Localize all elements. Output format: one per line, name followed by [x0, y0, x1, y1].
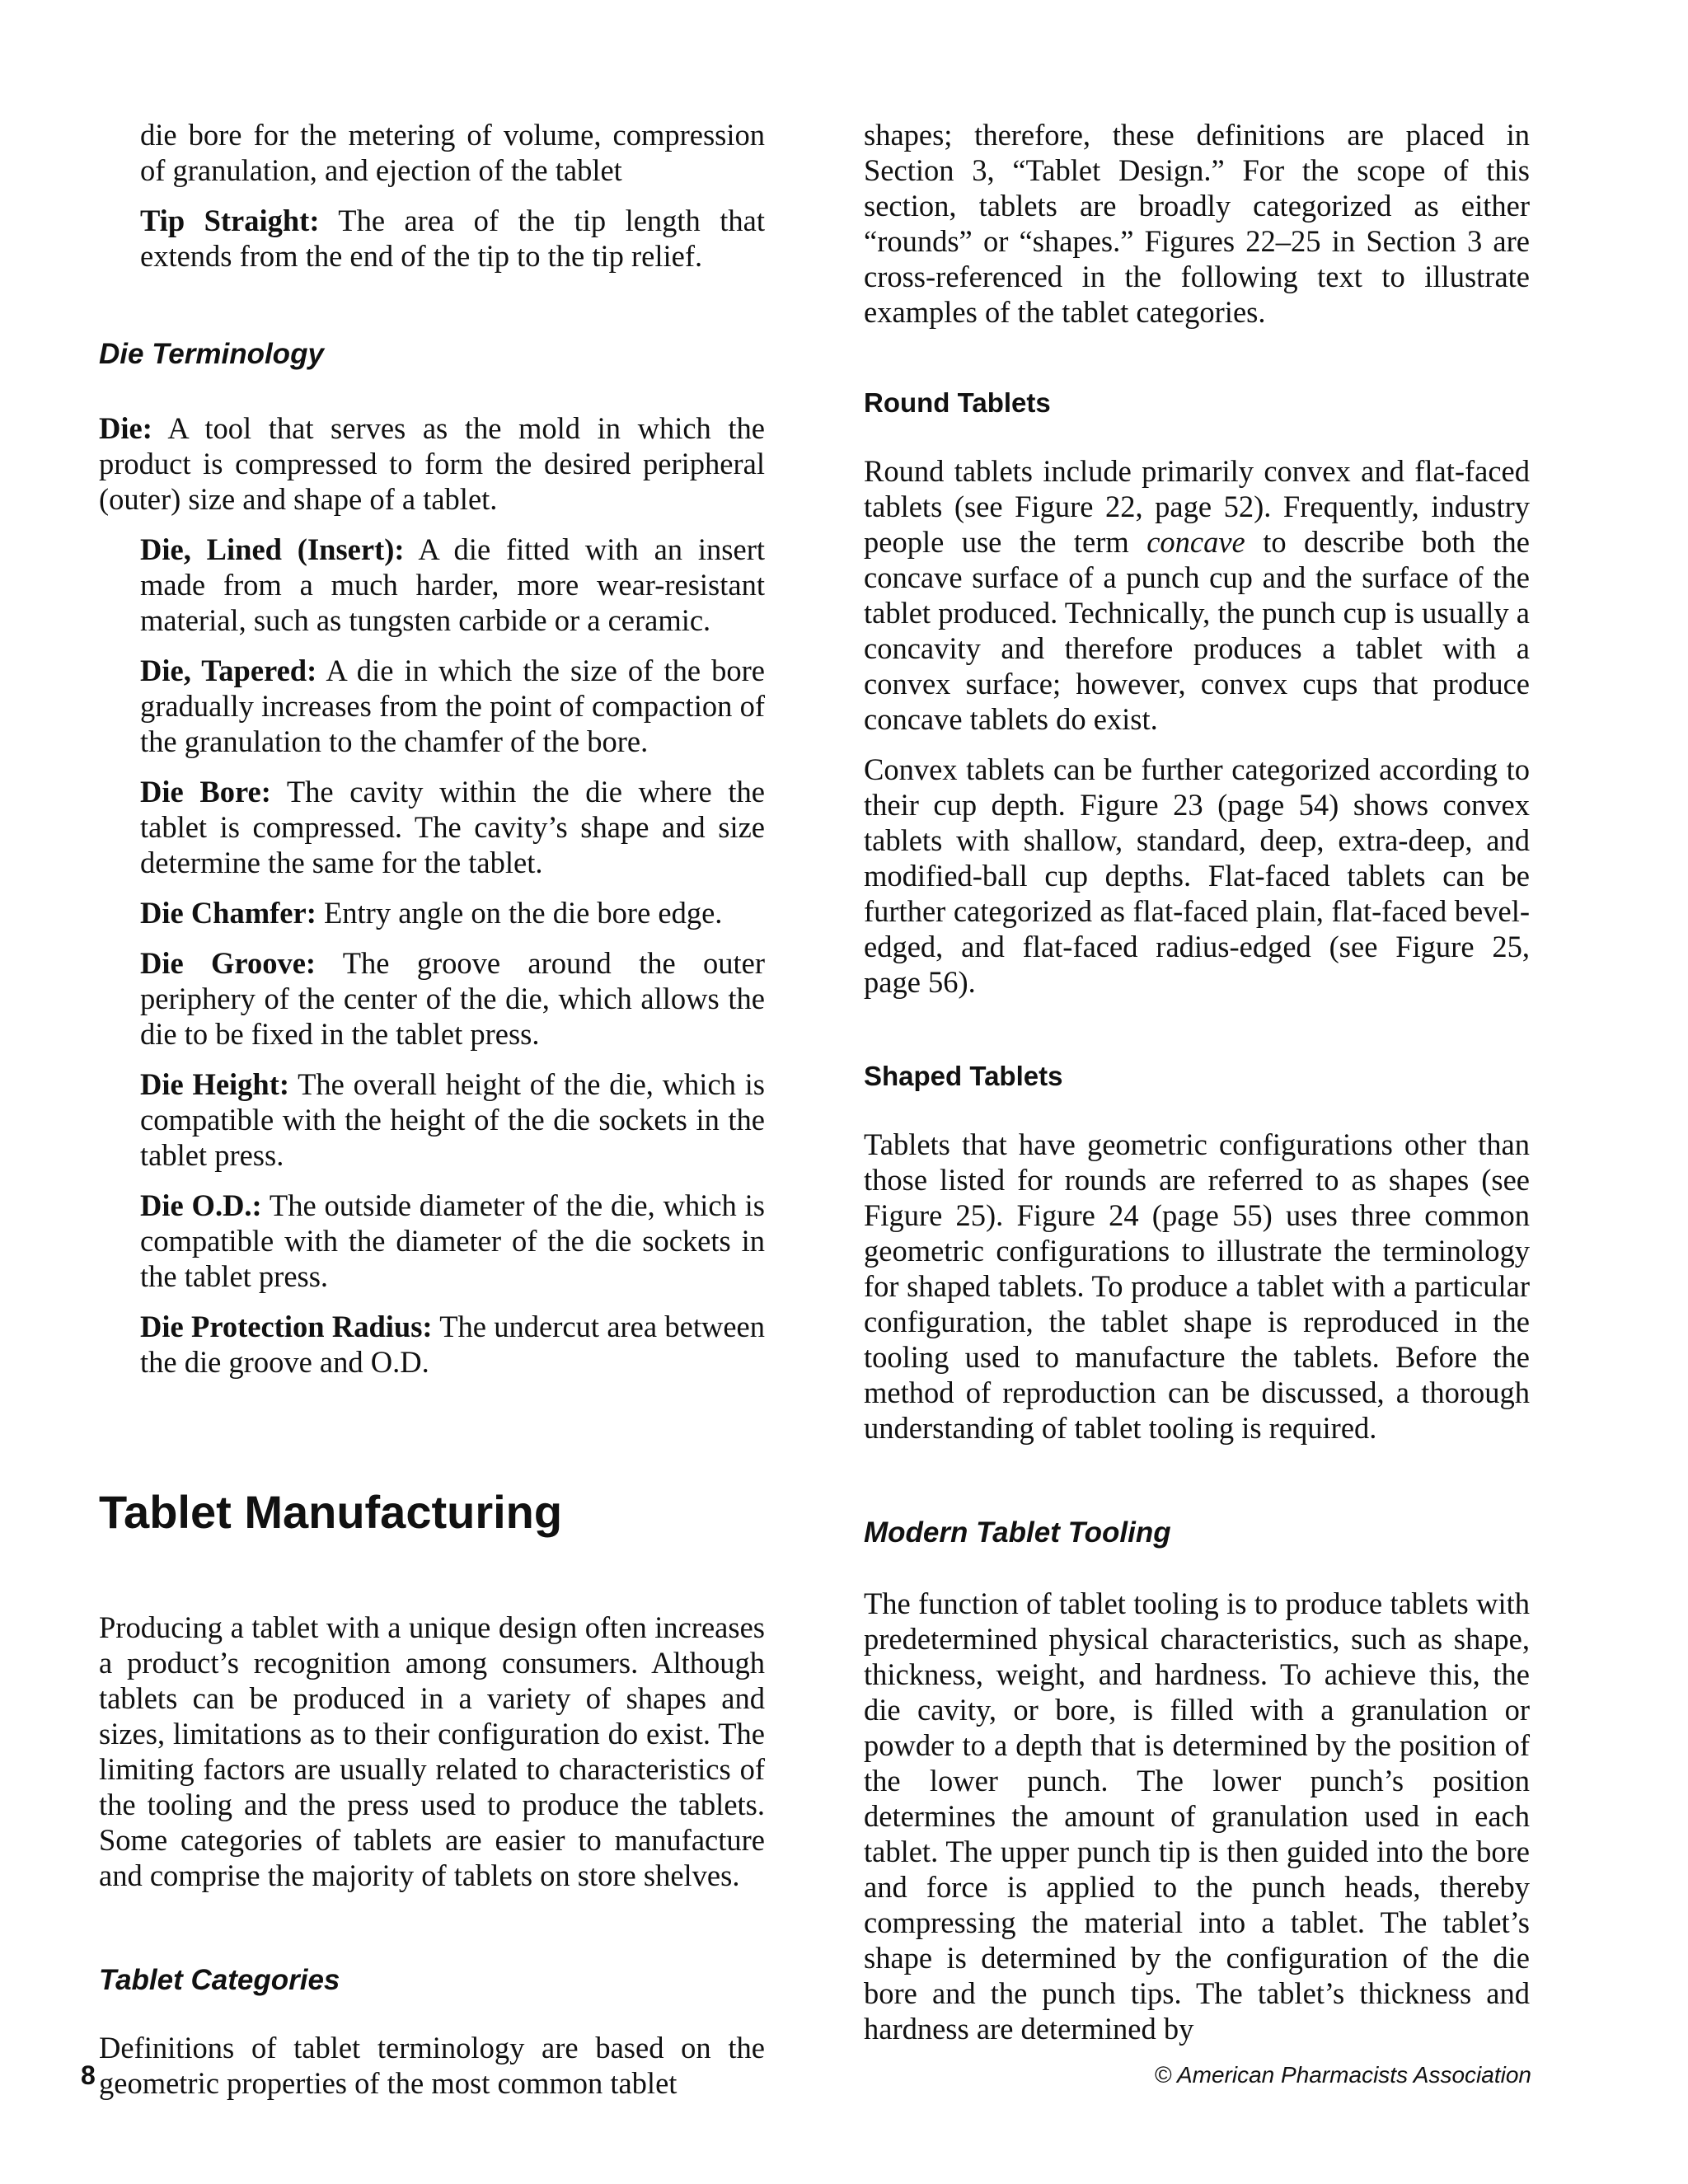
die-term-entry	[140, 945, 765, 1052]
term-definition: The undercut area between the die groove and O.D.	[140, 1310, 766, 1379]
term-definition: The cavity within the die where the tablet is compressed. The cavity’s shape and size determine the same for the tablet.	[140, 775, 765, 879]
heading-die-terminology: Die Terminology	[99, 338, 324, 370]
section-title: Tablet Manufacturing	[99, 1486, 563, 1538]
term-label: Die Height:	[140, 1067, 290, 1101]
die-term-entry	[140, 653, 765, 759]
term-definition: The area of the tip length that extends from the end of the tip to the tip relief.	[140, 204, 765, 273]
round-paragraph-1	[864, 453, 1530, 737]
page-number: 8	[81, 2060, 96, 2090]
round-paragraph-2: Convex tablets can be further categorized according to their cup depth. Figure 23 (page 54) shows convex tablets with shallow, standard, deep, extra-deep, and modified-ball cup depths. Flat-faced tablets can be further categorized as flat-faced plain, flat-faced bevel-edged, and flat-faced radius-edged (see Figure 25, page 56).	[864, 752, 1530, 999]
die-term-list	[99, 532, 765, 1380]
term-definition: The overall height of the die, which is compatible with the height of the die sockets in the tablet press.	[140, 1067, 765, 1172]
text-run: Round tablets include primarily convex and flat-faced tablets (see Figure 22, page 52). Frequently, industry people use the term	[864, 454, 1530, 559]
categories-paragraph: Definitions of tablet terminology are based on the geometric properties of the most common tablet	[99, 2031, 765, 2100]
text-run: to describe both the concave surface of a punch cup and the surface of the tablet produced. Technically, the punch cup is usually a concavity and therefore produces a tablet with a convex surface; however, convex cups that produce concave tablets do exist.	[864, 525, 1530, 736]
term-tip-straight	[140, 203, 765, 274]
die-term-entry	[140, 532, 765, 638]
shaped-paragraph: Tablets that have geometric configurations other than those listed for rounds are referred to as shapes (see Figure 25). Figure 24 (page 55) uses three common geometric configurations to illustrate the terminology for shaped tablets. To produce a tablet with a particular configuration, the tablet shape is reproduced in the tooling used to manufacture the tablets. Before the method of reproduction can be discussed, a thorough understanding of tablet tooling is required.	[864, 1127, 1530, 1445]
die-term-entry	[140, 774, 765, 880]
term-label: Die:	[99, 411, 152, 445]
term-label: Die Protection Radius:	[140, 1310, 433, 1343]
manufacturing-paragraph: Producing a tablet with a unique design often increases a product’s recognition among consumers. Although tablets can be produced in a variety of shapes and sizes, limitations as to their configuration do exist. The limiting factors are usually related to characteristics of the tooling and the press used to produce the tablets. Some categories of tablets are easier to manufacture and comprise the majority of tablets on store shelves.	[99, 1610, 765, 1892]
term-definition: A die in which the size of the bore gradually increases from the point of compaction of the granulation to the chamfer of the bore.	[140, 654, 766, 758]
term-definition: Entry angle on the die bore edge.	[316, 896, 723, 930]
term-definition: A die fitted with an insert made from a much harder, more wear-resistant material, such as tungsten carbide or a ceramic.	[140, 532, 765, 637]
term-die	[99, 410, 765, 517]
die-term-entry	[140, 895, 765, 930]
term-definition: A tool that serves as the mold in which the product is compressed to form the desired peripheral (outer) size and shape of a tablet.	[99, 411, 765, 516]
term-definition: The groove around the outer periphery of the center of the die, which allows the die to be fixed in the tablet press.	[140, 946, 765, 1051]
term-label: Die, Lined (Insert):	[140, 532, 405, 566]
term-label: Tip Straight:	[140, 204, 320, 237]
modern-tooling-paragraph: The function of tablet tooling is to produce tablets with predetermined physical characteristics, such as shape, thickness, weight, and hardness. To achieve this, the die cavity, or bore, is filled with a granulation or powder to a depth that is determined by the position of the lower punch. The lower punch’s position determines the amount of granulation used in each tablet. The upper punch tip is then guided into the bore and force is applied to the punch heads, thereby compressing the material into a tablet. The tablet’s shape is determined by the configuration of the die bore and the punch tips. The tablet’s thickness and hardness are determined by	[864, 1586, 1530, 2046]
term-label: Die, Tapered:	[140, 654, 317, 687]
continued-text: die bore for the metering of volume, compression of granulation, and ejection of the tablet	[140, 118, 765, 187]
term-label: Die Chamfer:	[140, 896, 316, 930]
heading-shaped-tablets: Shaped Tablets	[864, 1061, 1063, 1091]
heading-tablet-categories: Tablet Categories	[99, 1964, 340, 1996]
term-label: Die O.D.:	[140, 1188, 262, 1222]
emphasis-concave: concave	[1146, 525, 1245, 559]
heading-round-tablets: Round Tablets	[864, 387, 1051, 418]
die-term-entry	[140, 1188, 765, 1294]
die-term-entry	[140, 1066, 765, 1173]
continued-paragraph: shapes; therefore, these definitions are placed in Section 3, “Tablet Design.” For the scope of this section, tablets are broadly categorized as either “rounds” or “shapes.” Figures 22–25 in Section 3 are cross-referenced in the following text to illustrate examples of the tablet categories.	[864, 118, 1530, 329]
term-label: Die Bore:	[140, 775, 271, 808]
heading-modern-tablet-tooling: Modern Tablet Tooling	[864, 1516, 1171, 1549]
copyright-notice: © American Pharmacists Association	[1154, 2062, 1531, 2088]
right-column	[864, 117, 1530, 2061]
die-term-entry	[140, 1309, 765, 1380]
left-column	[99, 117, 765, 2116]
term-definition: The outside diameter of the die, which is compatible with the diameter of the die sockets in the tablet press.	[140, 1188, 765, 1293]
term-label: Die Groove:	[140, 946, 316, 980]
